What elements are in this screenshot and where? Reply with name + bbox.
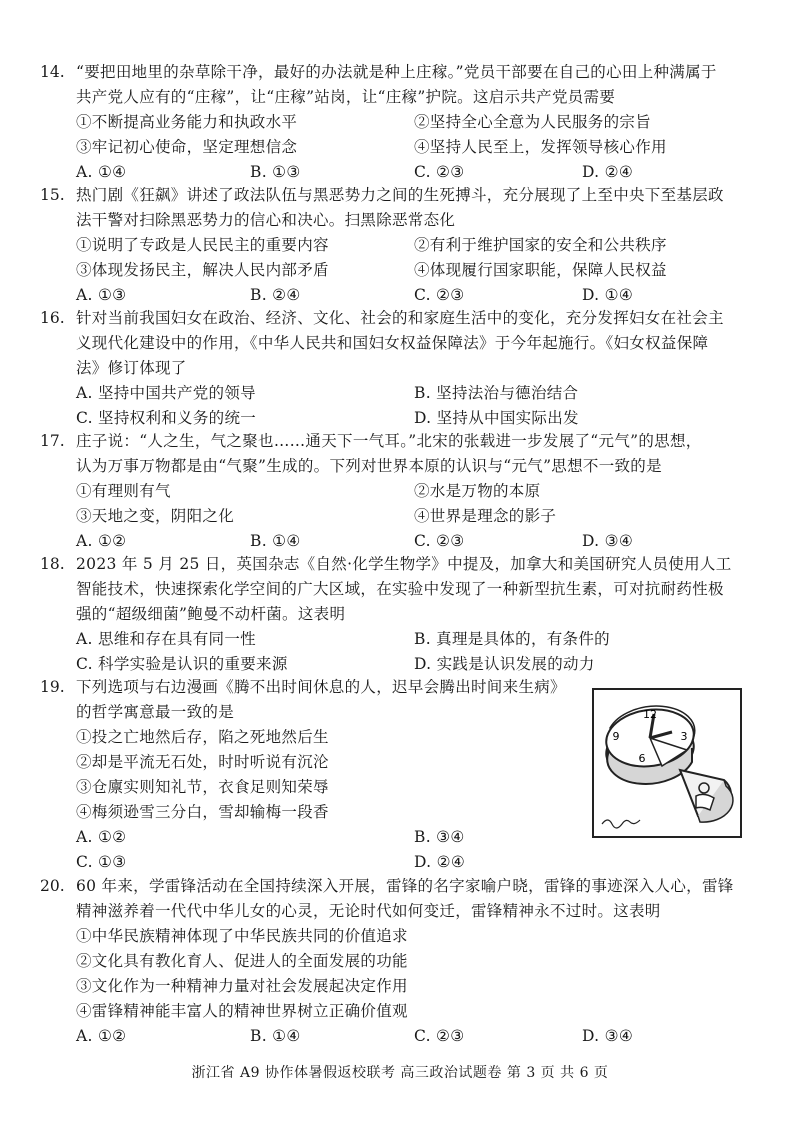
stem-line: 智能技术，快速探索化学空间的广大区域，在实验中发现了一种新型抗生素，可对抗耐药性极 bbox=[76, 580, 724, 598]
option-a[interactable]: A. ①② bbox=[76, 828, 127, 846]
statement: ③体现发扬民主，解决人民内部矛盾 bbox=[76, 261, 329, 279]
statement: ③仓廪实则知礼节，衣食足则知荣辱 bbox=[76, 778, 329, 796]
question-number: 17. bbox=[40, 432, 65, 450]
option-d[interactable]: D. ②④ bbox=[414, 853, 466, 871]
option-b[interactable]: B. 坚持法治与德治结合 bbox=[414, 384, 579, 402]
stem-line: “要把田地里的杂草除干净，最好的办法就是种上庄稼。”党员干部要在自己的心田上种满属于 bbox=[76, 63, 717, 81]
statement: ①说明了专政是人民民主的重要内容 bbox=[76, 236, 329, 254]
statement: ①中华民族精神体现了中华民族共同的价值追求 bbox=[76, 927, 408, 945]
stem-line: 共产党人应有的“庄稼”，让“庄稼”站岗，让“庄稼”护院。这启示共产党员需要 bbox=[76, 88, 616, 106]
page-footer: 浙江省 A9 协作体暑假返校联考 高三政治试题卷 第 3 页 共 6 页 bbox=[191, 1065, 609, 1081]
statement: ②有利于维护国家的安全和公共秩序 bbox=[414, 236, 667, 254]
clock-number-3: 3 bbox=[680, 730, 688, 743]
clock-number-6: 6 bbox=[638, 752, 646, 765]
option-a[interactable]: A. 坚持中国共产党的领导 bbox=[76, 384, 256, 402]
option-a[interactable]: A. ①③ bbox=[76, 286, 127, 304]
statement: ②却是平流无石处，时时听说有沉沦 bbox=[76, 753, 329, 771]
sick-person-blanket bbox=[696, 794, 714, 810]
option-d[interactable]: D. ②④ bbox=[582, 163, 634, 181]
stem-line: 庄子说：“人之生，气之聚也……通天下一气耳。”北宋的张载进一步发展了“元气”的思想， bbox=[76, 432, 702, 450]
statement: ④雷锋精神能丰富人的精神世界树立正确价值观 bbox=[76, 1002, 408, 1020]
option-c[interactable]: C. ②③ bbox=[414, 532, 465, 550]
statement: ①投之亡地然后存，陷之死地然后生 bbox=[76, 728, 329, 746]
option-c[interactable]: C. ②③ bbox=[414, 1027, 465, 1045]
stem-line: 2023 年 5 月 25 日，英国杂志《自然·化学生物学》中提及，加拿大和美国研究人员使用人工 bbox=[76, 555, 732, 573]
question-number: 14. bbox=[40, 63, 65, 81]
stem-line: 下列选项与右边漫画《腾不出时间休息的人，迟早会腾出时间来生病》 bbox=[76, 678, 566, 696]
option-b[interactable]: B. ①④ bbox=[250, 532, 301, 550]
option-d[interactable]: D. ①④ bbox=[582, 286, 634, 304]
option-c[interactable]: C. ①③ bbox=[76, 853, 127, 871]
option-a[interactable]: A. ①④ bbox=[76, 163, 127, 181]
option-b[interactable]: B. 真理是具体的，有条件的 bbox=[414, 630, 610, 648]
statement: ③文化作为一种精神力量对社会发展起决定作用 bbox=[76, 977, 408, 995]
statement: ②文化具有教化育人、促进人的全面发展的功能 bbox=[76, 952, 408, 970]
stem-line: 热门剧《狂飙》讲述了政法队伍与黑恶势力之间的生死搏斗，充分展现了上至中央下至基层政 bbox=[76, 186, 724, 204]
option-c[interactable]: C. ②③ bbox=[414, 163, 465, 181]
question-number: 19. bbox=[40, 678, 65, 696]
clock-number-12: 12 bbox=[643, 708, 657, 721]
clock-number-9: 9 bbox=[612, 730, 620, 743]
option-b[interactable]: B. ①④ bbox=[250, 1027, 301, 1045]
question-number: 15. bbox=[40, 186, 65, 204]
option-a[interactable]: A. ①② bbox=[76, 1027, 127, 1045]
stem-line: 针对当前我国妇女在政治、经济、文化、社会的和家庭生活中的变化，充分发挥妇女在社会主 bbox=[76, 309, 724, 327]
question-number: 20. bbox=[40, 877, 65, 895]
option-b[interactable]: B. ②④ bbox=[250, 286, 301, 304]
statement: ②水是万物的本原 bbox=[414, 482, 541, 500]
option-d[interactable]: D. ③④ bbox=[582, 532, 634, 550]
option-c[interactable]: C. ②③ bbox=[414, 286, 465, 304]
statement: ③牢记初心使命，坚定理想信念 bbox=[76, 138, 298, 156]
stem-line: 义现代化建设中的作用，《中华人民共和国妇女权益保障法》于今年起施行。《妇女权益保障 bbox=[76, 334, 709, 352]
stem-line: 强的“超级细菌”鲍曼不动杆菌。这表明 bbox=[76, 605, 346, 623]
statement: ④世界是理念的影子 bbox=[414, 507, 557, 525]
question-number: 18. bbox=[40, 555, 65, 573]
clock-cartoon-illustration bbox=[592, 688, 742, 838]
stem-line: 精神滋养着一代代中华儿女的心灵，无论时代如何变迁，雷锋精神永不过时。这表明 bbox=[76, 902, 661, 920]
option-c[interactable]: C. 科学实验是认识的重要来源 bbox=[76, 655, 288, 673]
option-d[interactable]: D. 实践是认识发展的动力 bbox=[414, 655, 595, 673]
option-a[interactable]: A. ①② bbox=[76, 532, 127, 550]
statement: ③天地之变，阴阳之化 bbox=[76, 507, 235, 525]
stem-line: 认为万事万物都是由“气聚”生成的。下列对世界本原的认识与“元气”思想不一致的是 bbox=[76, 457, 662, 475]
option-c[interactable]: C. 坚持权利和义务的统一 bbox=[76, 409, 257, 427]
statement: ②坚持全心全意为人民服务的宗旨 bbox=[414, 113, 652, 131]
stem-line: 的哲学寓意最一致的是 bbox=[76, 703, 235, 721]
stem-line: 法干警对扫除黑恶势力的信心和决心。扫黑除恶常态化 bbox=[76, 211, 456, 229]
option-a[interactable]: A. 思维和存在具有同一性 bbox=[76, 630, 256, 648]
option-b[interactable]: B. ①③ bbox=[250, 163, 301, 181]
option-b[interactable]: B. ③④ bbox=[414, 828, 465, 846]
stem-line: 60 年来，学雷锋活动在全国持续深入开展，雷锋的名字家喻户晓，雷锋的事迹深入人心，雷锋 bbox=[76, 877, 734, 895]
statement: ①有理则有气 bbox=[76, 482, 171, 500]
statement: ④坚持人民至上，发挥领导核心作用 bbox=[414, 138, 667, 156]
option-d[interactable]: D. 坚持从中国实际出发 bbox=[414, 409, 579, 427]
question-number: 16. bbox=[40, 309, 65, 327]
statement: ①不断提高业务能力和执政水平 bbox=[76, 113, 298, 131]
option-d[interactable]: D. ③④ bbox=[582, 1027, 634, 1045]
statement: ④体现履行国家职能，保障人民权益 bbox=[414, 261, 667, 279]
stem-line: 法》修订体现了 bbox=[76, 359, 187, 377]
statement: ④梅须逊雪三分白，雪却输梅一段香 bbox=[76, 803, 329, 821]
